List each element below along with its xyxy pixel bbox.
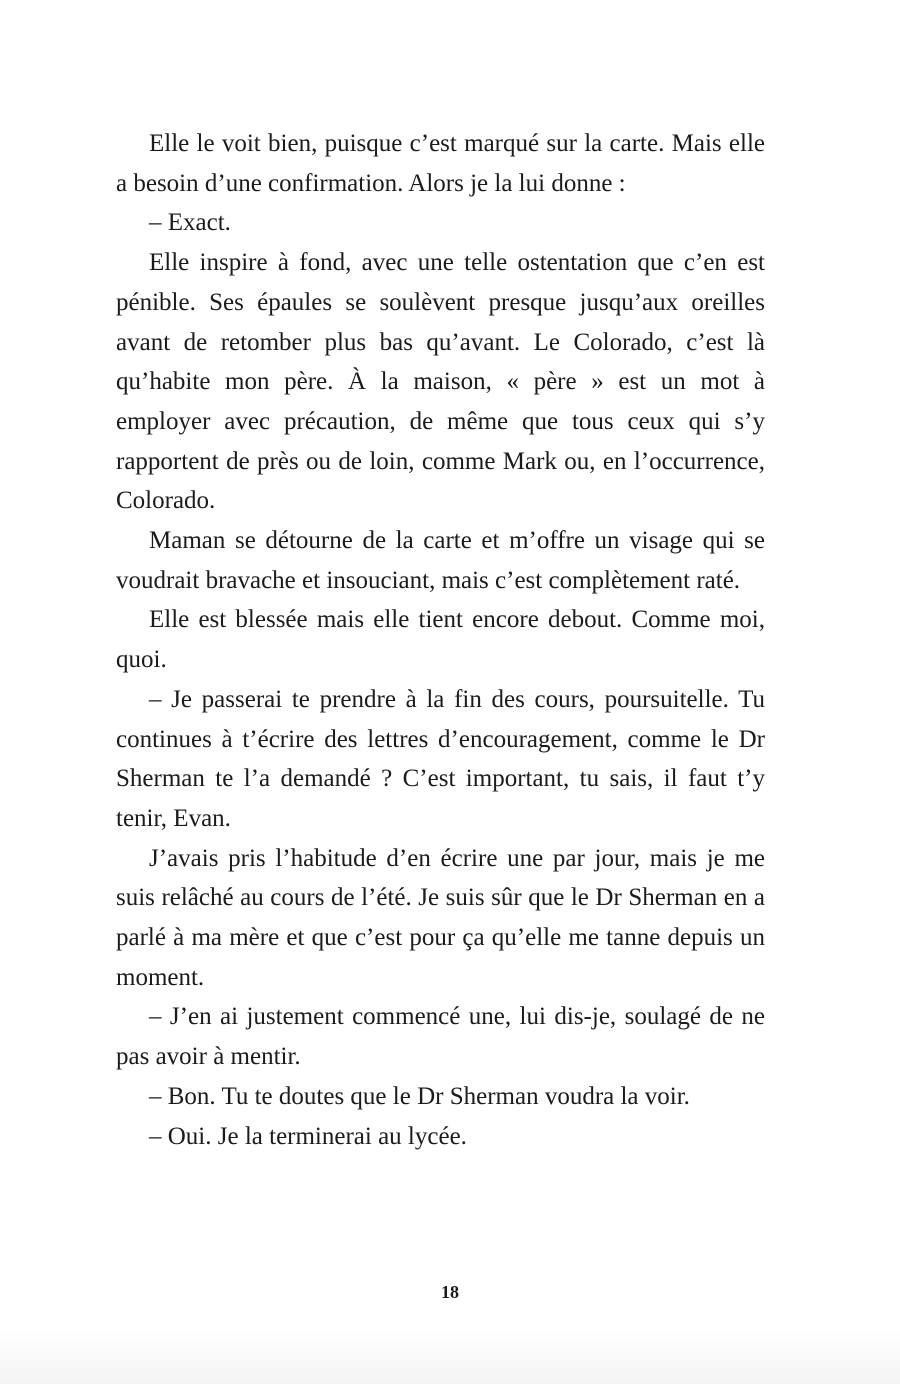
page-number: 18 bbox=[441, 1282, 459, 1302]
paragraph: – Oui. Je la terminerai au lycée. bbox=[149, 1122, 467, 1150]
paragraph: – Je passerai te prendre à la fin des cours, poursuitelle. Tu continues à t’écrire des lettres d’encouragement, comme le Dr Sherman te l’a demandé ? C’est important, tu sais, il faut t’y tenir, Evan. bbox=[116, 685, 765, 832]
paragraph: Elle inspire à fond, avec une telle ostentation que c’en est pénible. Ses épaules se soulèvent presque jusqu’aux oreilles avant de retomber plus bas qu’avant. Le Colorado, c’est là qu’habite mon père. À la maison, « père » est un mot à employer avec précaution, de même que tous ceux qui s’y rapportent de près ou de loin, comme Mark ou, en l’occurrence, Colorado. bbox=[116, 249, 765, 515]
paragraph: Elle le voit bien, puisque c’est marqué sur la carte. Mais elle a besoin d’une confirmation. Alors je la lui donne : bbox=[116, 130, 765, 197]
paragraph: – J’en ai justement commencé une, lui dis-je, soulagé de ne pas avoir à mentir. bbox=[116, 1003, 765, 1071]
paragraph: J’avais pris l’habitude d’en écrire une par jour, mais je me suis relâché au cours de l’été. Je suis sûr que le Dr Sherman en a parlé à ma mère et que c’est pour ça qu’elle me tanne depuis un moment. bbox=[116, 844, 765, 991]
paragraph: – Exact. bbox=[149, 209, 231, 237]
paragraph: Maman se détourne de la carte et m’offre un visage qui se voudrait bravache et insouciant, mais c’est complètement raté. bbox=[116, 527, 765, 594]
paragraph: – Bon. Tu te doutes que le Dr Sherman voudra la voir. bbox=[149, 1082, 690, 1110]
paragraph: Elle est blessée mais elle tient encore debout. Comme moi, quoi. bbox=[116, 606, 765, 674]
body-text bbox=[116, 124, 765, 1156]
